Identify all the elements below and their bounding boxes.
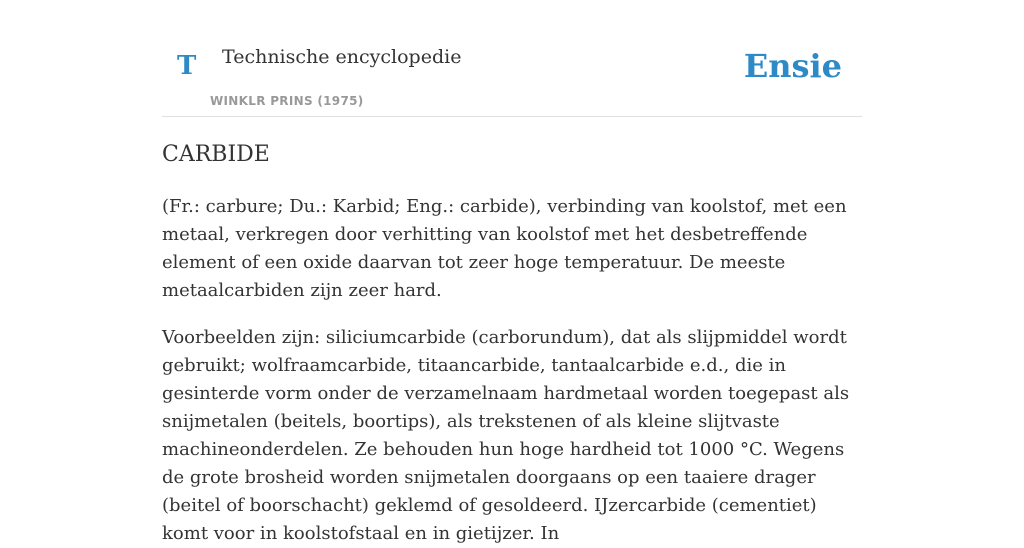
article-title: CARBIDE — [162, 142, 270, 167]
article — [162, 140, 862, 548]
brand-logo[interactable]: Ensie — [743, 47, 842, 85]
article-paragraph: (Fr.: carbure; Du.: Karbid; Eng.: carbide), verbinding van koolstof, met een metaal, verkregen door verhitting van koolstof met het desbetreffende element of een oxide daarvan tot zeer hoge temperatuur. De meeste metaalcarbiden zijn zeer hard. — [162, 196, 847, 301]
article-paragraph: Voorbeelden zijn: siliciumcarbide (carborundum), dat als slijpmiddel wordt gebruikt; wolfraamcarbide, titaancarbide, tantaalcarbide e.d., die in gesinterde vorm onder de verzamelnaam hardmetaal worden toegepast als snijmetalen (beitels, boortips), als trekstenen of als kleine slijtvaste machineonderdelen. Ze behouden hun hoge hardheid tot 1000 °C. Wegens de grote brosheid worden snijmetalen doorgaans op een taaiere drager (beitel of boorschacht) geklemd of gesoldeerd. IJzercarbide (cementiet) komt voor in koolstofstaal en in gietijzer. In — [162, 327, 850, 544]
publication-title[interactable]: Technische encyclopedie — [222, 46, 462, 68]
header — [162, 0, 862, 117]
publication-logo-icon[interactable]: T — [177, 51, 197, 81]
publication-subtitle: WINKLR PRINS (1975) — [210, 94, 364, 108]
